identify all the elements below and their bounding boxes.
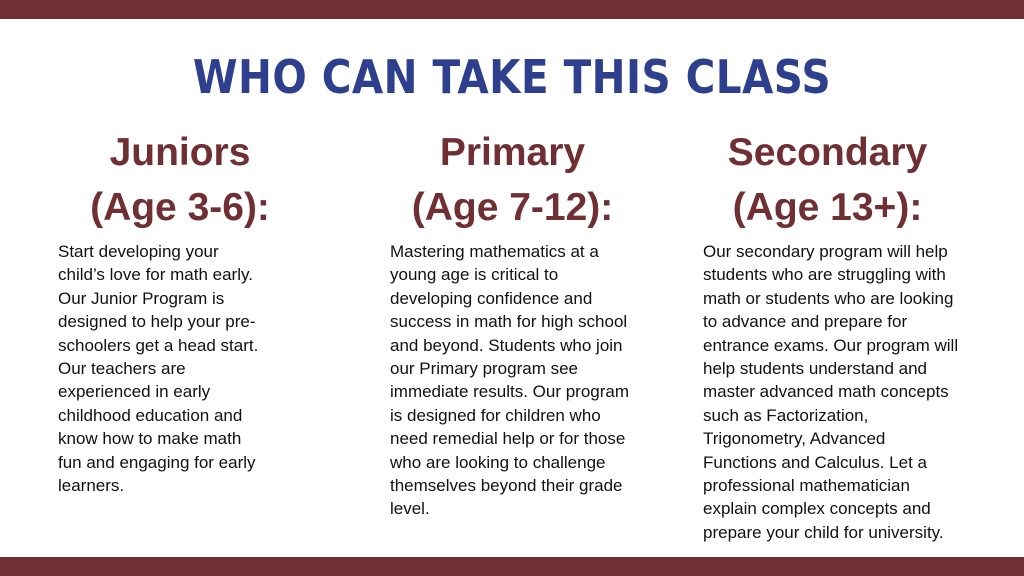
body-line: need remedial help or for those xyxy=(390,429,626,449)
secondary-heading-title: Secondary xyxy=(727,131,928,174)
body-line: who are looking to challenge xyxy=(390,452,606,472)
body-line: students who are struggling with xyxy=(703,265,946,285)
juniors-heading-title: Juniors xyxy=(109,131,251,174)
body-line: level. xyxy=(390,499,430,519)
body-line: Our teachers are xyxy=(58,359,186,379)
primary-description xyxy=(390,240,680,521)
body-line: Mastering mathematics at a xyxy=(390,242,599,261)
body-line: themselves beyond their grade xyxy=(390,476,623,496)
body-line: fun and engaging for early xyxy=(58,452,256,472)
body-line: experienced in early xyxy=(58,382,211,402)
secondary-heading xyxy=(700,125,955,235)
primary-heading-age: (Age 7-12): xyxy=(411,186,614,229)
primary-heading-title: Primary xyxy=(439,131,586,174)
body-line: Functions and Calculus. Let a xyxy=(703,452,927,472)
body-line: is designed for children who xyxy=(390,405,601,425)
body-line: Start developing your xyxy=(58,242,219,261)
body-line: learners. xyxy=(58,476,125,496)
body-line: math or students who are looking xyxy=(703,288,954,308)
body-line: to advance and prepare for xyxy=(703,312,908,332)
juniors-description xyxy=(58,240,308,497)
body-line: and beyond. Students who join xyxy=(390,335,623,355)
juniors-heading-age: (Age 3-6): xyxy=(90,186,270,229)
juniors-heading xyxy=(60,125,300,235)
body-line: prepare your child for university. xyxy=(703,522,944,542)
body-line: such as Factorization, xyxy=(703,405,869,425)
body-line: entrance exams. Our program will xyxy=(703,335,959,355)
body-line: our Primary program see xyxy=(390,359,579,379)
secondary-description xyxy=(703,240,1013,544)
secondary-heading-age: (Age 13+): xyxy=(732,186,923,229)
body-line: immediate results. Our program xyxy=(390,382,630,402)
body-line: Our secondary program will help xyxy=(703,242,948,261)
bottom-border-bar xyxy=(0,557,1024,576)
top-border-bar xyxy=(0,0,1024,19)
body-line: know how to make math xyxy=(58,429,242,449)
body-line: designed to help your pre- xyxy=(58,312,256,332)
body-line: Our Junior Program is xyxy=(58,288,225,308)
body-line: professional mathematician xyxy=(703,476,910,496)
body-line: Trigonometry, Advanced xyxy=(703,429,886,449)
page-title: WHO CAN TAKE THIS CLASS xyxy=(192,50,832,104)
body-line: child’s love for math early. xyxy=(58,265,253,285)
body-line: developing confidence and xyxy=(390,288,593,308)
body-line: master advanced math concepts xyxy=(703,382,949,402)
primary-heading xyxy=(380,125,645,235)
body-line: young age is critical to xyxy=(390,265,559,285)
body-line: success in math for high school xyxy=(390,312,628,332)
body-line: help students understand and xyxy=(703,359,928,379)
body-line: schoolers get a head start. xyxy=(58,335,259,355)
body-line: childhood education and xyxy=(58,405,243,425)
body-line: explain complex concepts and xyxy=(703,499,931,519)
